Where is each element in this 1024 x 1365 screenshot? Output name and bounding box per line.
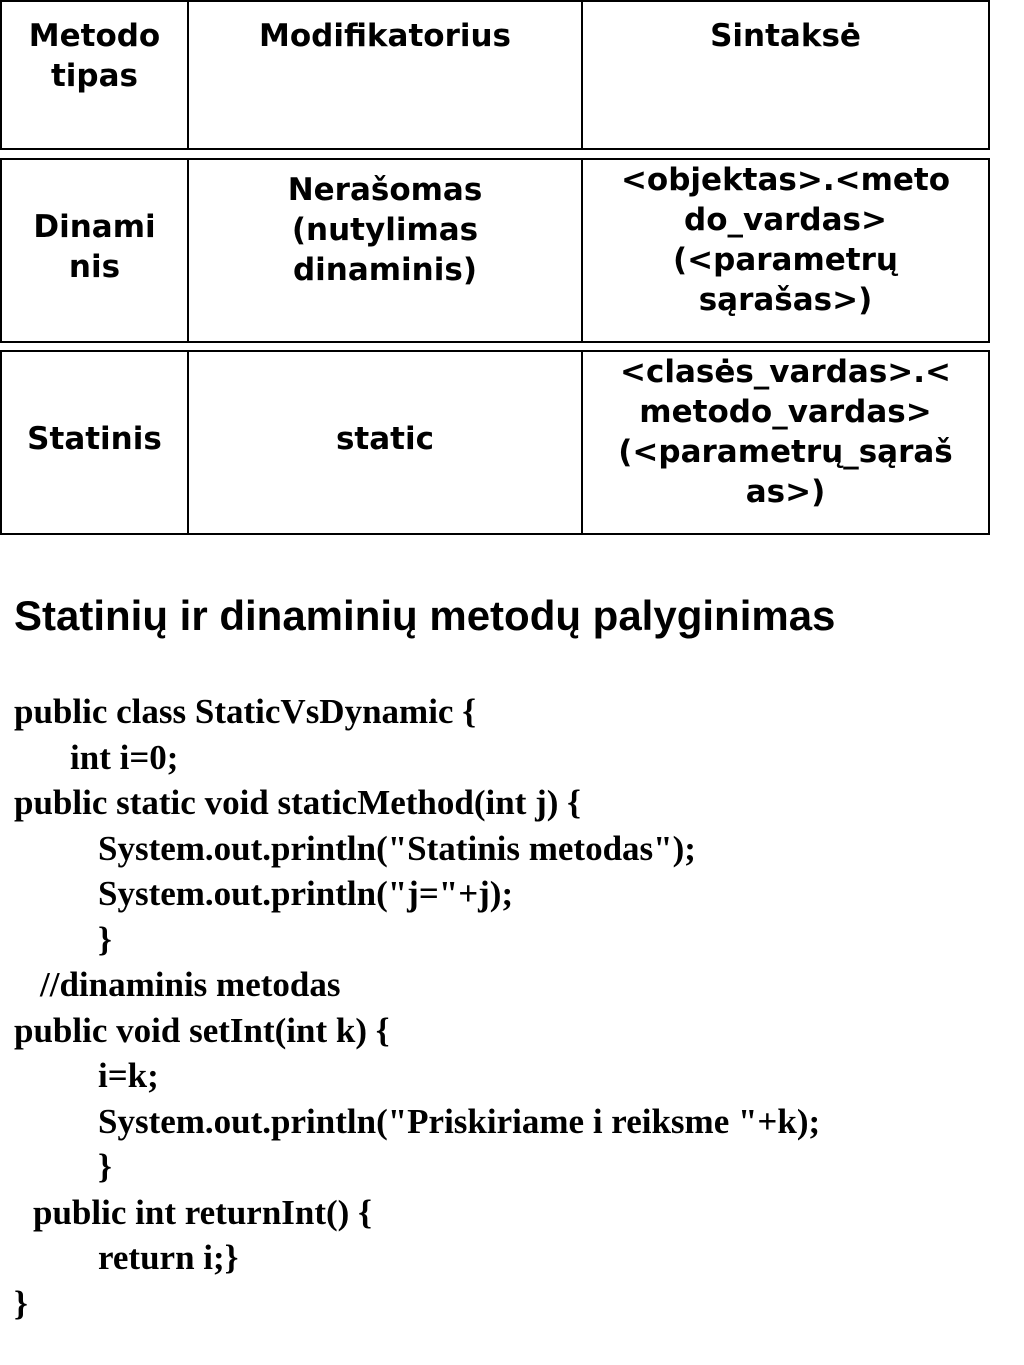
table-header-row	[0, 0, 990, 150]
code-line: }	[98, 1147, 112, 1186]
code-line: System.out.println("j="+j);	[98, 874, 514, 913]
code-line: return i;}	[98, 1238, 239, 1277]
code-line: }	[14, 1283, 28, 1323]
cell-modifier-dynamic: Nerašomas (nutylimas dinaminis)	[187, 160, 581, 341]
code-line: public int returnInt() {	[33, 1192, 372, 1232]
code-line: int i=0;	[70, 737, 179, 777]
code-block	[14, 689, 820, 1326]
cell-modifier-static: static	[187, 352, 581, 533]
code-line: public static void staticMethod(int j) {	[14, 783, 581, 822]
section-heading: Statinių ir dinaminių metodų palyginimas	[14, 592, 836, 639]
cell-syntax-static: <clasės_vardas>.< metodo_vardas> (<parametrų_sąraš as>)	[581, 352, 988, 533]
code-line: }	[98, 919, 112, 959]
code-line: i=k;	[98, 1056, 159, 1095]
code-line: //dinaminis metodas	[40, 965, 341, 1004]
header-method-type: Metodo tipas	[28, 18, 161, 94]
code-line: System.out.println("Statinis metodas");	[98, 828, 696, 868]
header-modifier: Modifikatorius	[187, 2, 581, 148]
cell-syntax-dynamic: <objektas>.<meto do_vardas> (<parametrų sąrašas>)	[581, 160, 988, 341]
table-row-dynamic	[0, 158, 990, 343]
code-line: public class StaticVsDynamic {	[14, 692, 477, 731]
code-line: System.out.println("Priskiriame i reiksme "+k);	[98, 1101, 821, 1141]
cell-type-dynamic: Dinami nis	[33, 208, 156, 285]
table-row-static	[0, 350, 990, 535]
header-syntax: Sintaksė	[581, 2, 988, 148]
cell-type-static: Statinis	[27, 420, 162, 457]
code-line: public void setInt(int k) {	[14, 1010, 390, 1050]
